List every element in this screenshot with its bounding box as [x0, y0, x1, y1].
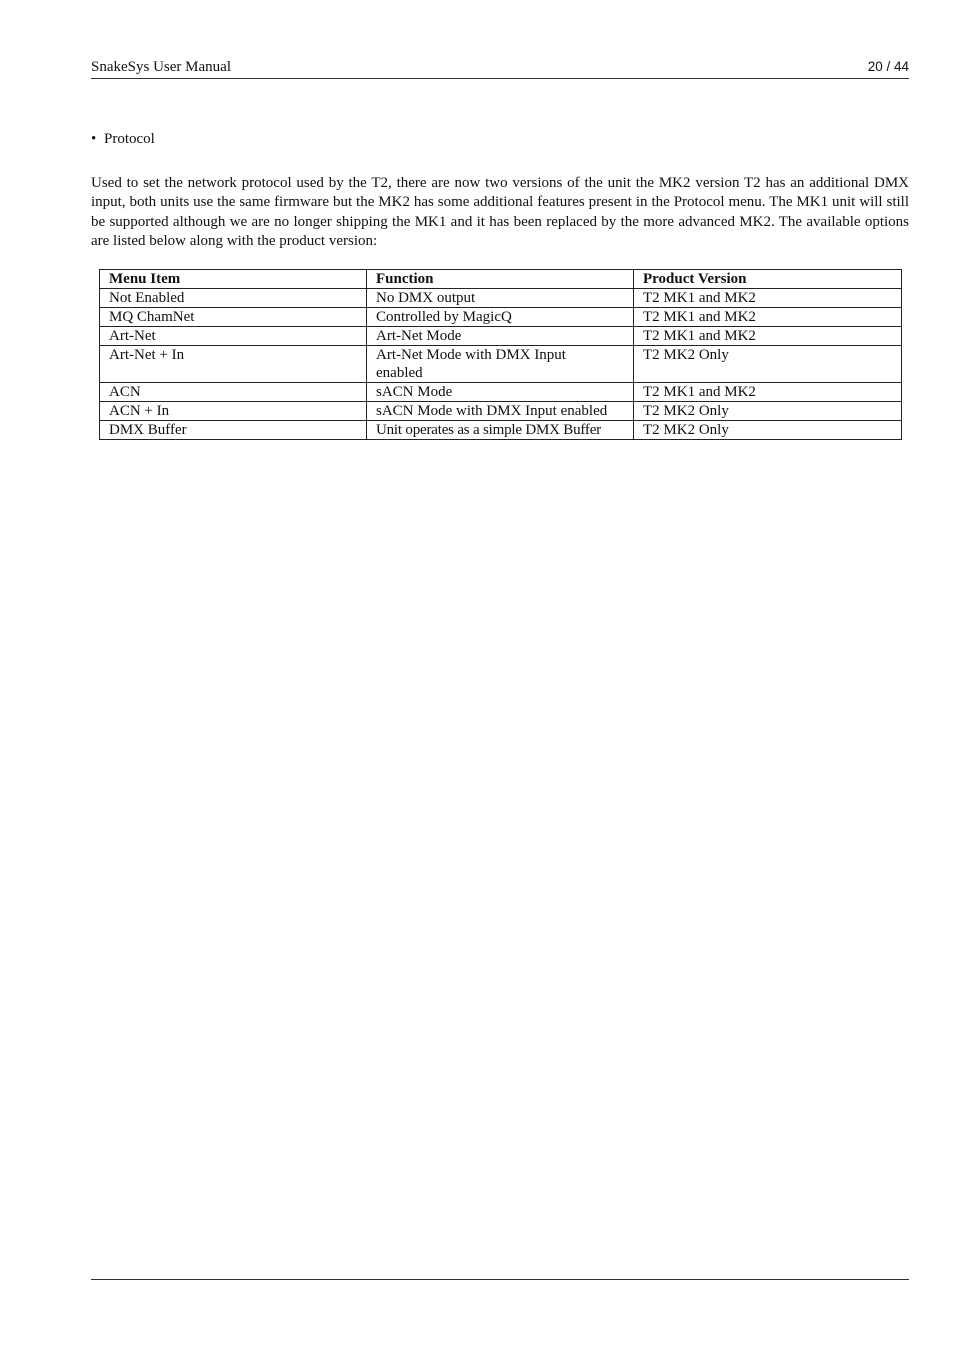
protocol-options-table [99, 269, 902, 440]
function-cell: Art-Net Mode with DMX Input enabled [367, 346, 634, 383]
table-row [100, 402, 902, 421]
product-version-cell: T2 MK1 and MK2 [634, 289, 902, 308]
menu-item-cell: MQ ChamNet [100, 308, 367, 327]
page-number: 20 / 44 [867, 59, 909, 74]
product-version-cell: T2 MK1 and MK2 [634, 308, 902, 327]
protocol-description: Used to set the network protocol used by the T2, there are now two versions of the unit the MK2 version T2 has an additional DMX input, both units use the same firmware but the MK2 has some additional features present in the Protocol menu. The MK1 unit will still be supported although we are no longer shipping the MK1 and it has been replaced by the more advanced MK2. The available options are listed below along with the product version: [91, 175, 909, 249]
table-header-row [100, 270, 902, 289]
menu-item-cell: DMX Buffer [100, 421, 367, 440]
function-cell: Art-Net Mode [367, 327, 634, 346]
bullet-item-protocol [91, 130, 155, 148]
menu-item-cell: Art-Net [100, 327, 367, 346]
footer-rule [91, 1279, 909, 1280]
bullet-label: Protocol [104, 131, 155, 147]
table-row [100, 308, 902, 327]
table-row [100, 289, 902, 308]
menu-item-cell: Not Enabled [100, 289, 367, 308]
column-header-function: Function [367, 270, 634, 289]
product-version-cell: T2 MK1 and MK2 [634, 383, 902, 402]
table-row [100, 346, 902, 383]
function-cell: sACN Mode [367, 383, 634, 402]
table-row [100, 383, 902, 402]
column-header-menu-item: Menu Item [100, 270, 367, 289]
table-row [100, 327, 902, 346]
product-version-cell: T2 MK2 Only [634, 402, 902, 421]
page-header [91, 58, 909, 79]
function-cell: No DMX output [367, 289, 634, 308]
function-cell: sACN Mode with DMX Input enabled [367, 402, 634, 421]
column-header-product-version: Product Version [634, 270, 902, 289]
menu-item-cell: ACN + In [100, 402, 367, 421]
function-cell: Controlled by MagicQ [367, 308, 634, 327]
table-row [100, 421, 902, 440]
product-version-cell: T2 MK1 and MK2 [634, 327, 902, 346]
function-cell: Unit operates as a simple DMX Buffer [367, 421, 634, 440]
product-version-cell: T2 MK2 Only [634, 421, 902, 440]
menu-item-cell: ACN [100, 383, 367, 402]
document-title: SnakeSys User Manual [91, 59, 231, 75]
product-version-cell: T2 MK2 Only [634, 346, 902, 383]
bullet-icon: • [91, 131, 97, 147]
menu-item-cell: Art-Net + In [100, 346, 367, 383]
